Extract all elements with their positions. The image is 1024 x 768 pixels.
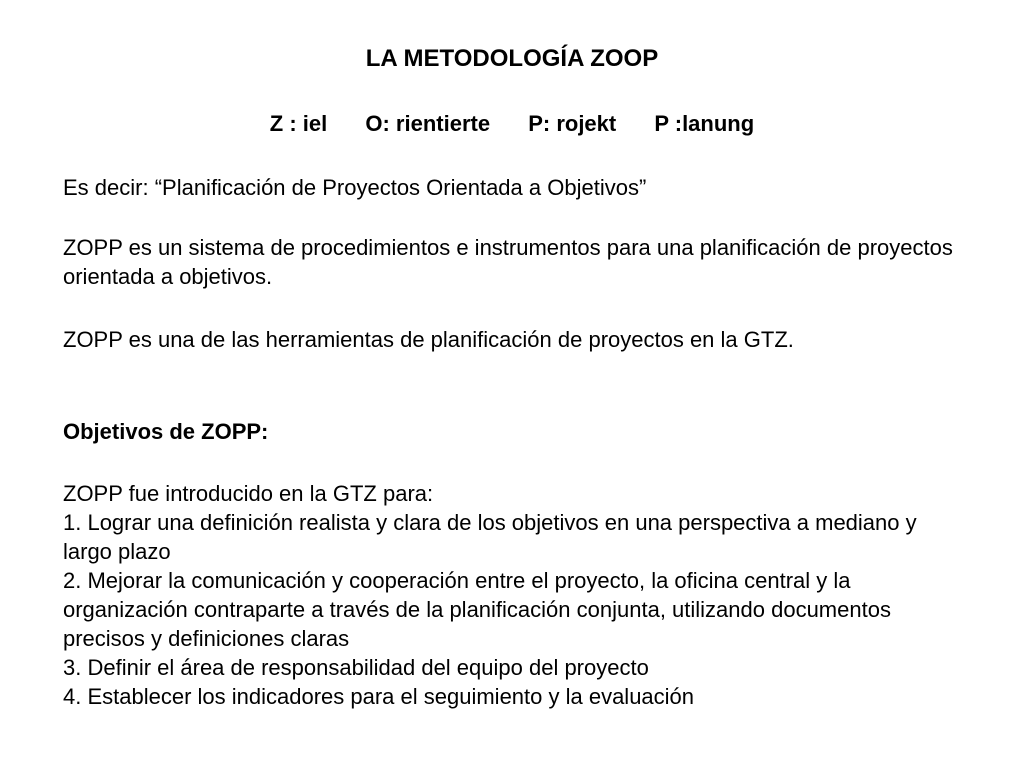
paragraph-es-decir: Es decir: “Planificación de Proyectos Orientada a Objetivos” <box>63 175 647 200</box>
objectives-heading: Objetivos de ZOPP: <box>63 419 269 444</box>
list-item: 4. Establecer los indicadores para el seguimiento y la evaluación <box>63 684 695 709</box>
objectives-intro: ZOPP fue introducido en la GTZ para: <box>63 481 434 506</box>
acronym-z: Z : iel <box>269 111 328 136</box>
objectives-list <box>63 508 963 711</box>
list-item: 1. Lograr una definición realista y clara de los objetivos en una perspectiva a mediano y largo plazo <box>63 510 917 564</box>
paragraph-zopp-herramienta: ZOPP es una de las herramientas de planificación de proyectos en la GTZ. <box>63 327 794 352</box>
list-item: 3. Definir el área de responsabilidad del equipo del proyecto <box>63 655 649 680</box>
paragraph-zopp-sistema: ZOPP es un sistema de procedimientos e instrumentos para una planificación de proyectos orientada a objetivos. <box>63 235 953 289</box>
page-title: LA METODOLOGÍA ZOOP <box>365 45 659 72</box>
acronym-p-projekt: P: rojekt <box>528 111 617 136</box>
acronym-p-planung: P :lanung <box>654 111 755 136</box>
acronym-o: O: rientierte <box>365 111 491 136</box>
list-item: 2. Mejorar la comunicación y cooperación entre el proyecto, la oficina central y la organización contraparte a través de la planificación conjunta, utilizando documentos precisos y definiciones claras <box>63 568 891 651</box>
zopp-acronym-line <box>0 110 1024 138</box>
